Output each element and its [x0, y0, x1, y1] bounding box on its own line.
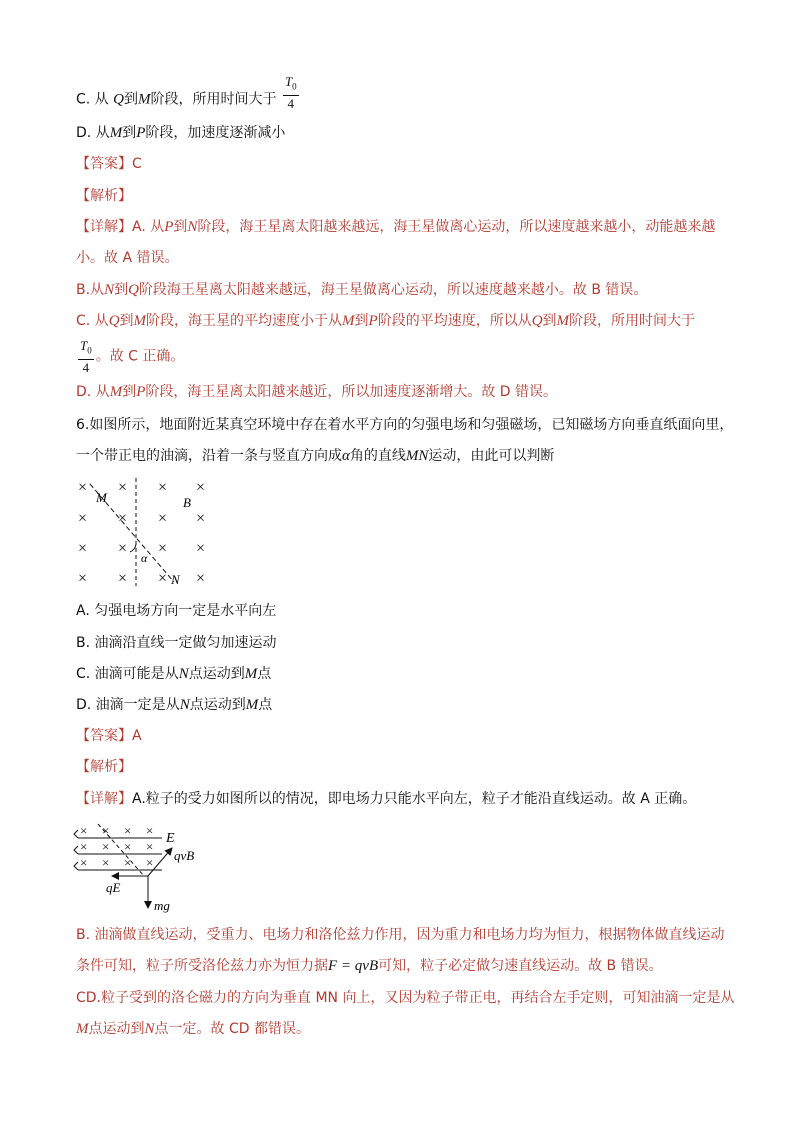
text: C. 从	[76, 91, 109, 108]
fraction-t0-over-4	[283, 74, 299, 111]
frac-t: T	[284, 74, 293, 89]
var-alpha: α	[342, 448, 350, 464]
cross-mark: ×	[146, 855, 154, 870]
analysis-label: 【解析】	[76, 759, 132, 775]
frac-t: T	[80, 338, 88, 353]
cross-mark: ×	[80, 823, 88, 838]
frac-sub: 0	[292, 81, 297, 92]
text: 阶段，加速度逐渐减小	[145, 125, 286, 141]
q6-option-c	[76, 664, 271, 684]
q6-analysis-label	[76, 757, 132, 777]
cross-mark: ×	[158, 479, 168, 496]
label-mg: mg	[154, 898, 170, 913]
text: B. 油滴沿直线一定做匀加速运动	[76, 635, 277, 651]
text: 到	[122, 384, 137, 400]
field-arrowhead	[74, 830, 78, 838]
var-n: N	[179, 697, 190, 713]
label-n: N	[171, 572, 180, 587]
q5-option-d	[76, 123, 285, 143]
label-e: E	[166, 831, 175, 846]
analysis-label: 【解析】	[76, 188, 132, 204]
cross-mark: ×	[118, 510, 128, 527]
q5-detail-b	[76, 280, 647, 300]
q6-figure-magnetic-field	[70, 474, 220, 590]
text: 阶段，所用时间大于	[150, 91, 277, 108]
var-p: P	[368, 313, 378, 329]
text: 到	[354, 313, 369, 329]
text: B. 油滴做直线运动，受重力、电场力和洛伦兹力作用，因为重力和电场力均为恒力，根据物体做直线运动	[76, 927, 725, 943]
q6-detail-b-line2	[76, 956, 663, 976]
text: 到	[122, 125, 137, 141]
q6-detail-b-line1	[76, 925, 725, 945]
cross-mark: ×	[146, 839, 154, 854]
q5-detail-a-line2	[76, 248, 178, 268]
cross-mark: ×	[158, 540, 168, 557]
text: 可知，粒子必定做匀速直线运动。故 B 错误。	[378, 958, 663, 974]
var-mn: MN	[405, 448, 429, 464]
cross-mark: ×	[102, 839, 110, 854]
text: 小。故 A 错误。	[76, 250, 179, 266]
text: 到	[173, 219, 188, 235]
frac-sub: 0	[87, 345, 92, 356]
q6-figure-force-diagram	[72, 820, 212, 916]
cross-mark: ×	[158, 570, 168, 587]
text: 到	[542, 313, 557, 329]
q6-detail-cd-line1	[76, 988, 734, 1008]
text: 点	[257, 666, 272, 682]
q5-detail-c-line2	[76, 338, 184, 375]
cross-mark: ×	[196, 510, 206, 527]
cross-mark: ×	[124, 823, 132, 838]
q6-stem-line1	[76, 415, 733, 435]
var-q: Q	[113, 91, 124, 108]
q5-detail-a-line1	[76, 217, 715, 237]
q6-option-b	[76, 633, 277, 653]
var-p: P	[136, 384, 146, 400]
cross-mark: ×	[78, 540, 88, 557]
q6-stem-line2	[76, 446, 554, 466]
text: A. 从	[132, 219, 165, 235]
cross-mark: ×	[124, 839, 132, 854]
text: A. 匀强电场方向一定是水平向左	[76, 603, 277, 619]
text: 运动，由此可以判断	[428, 448, 555, 464]
cross-mark: ×	[196, 540, 206, 557]
cross-mark: ×	[80, 839, 88, 854]
var-q: Q	[128, 282, 139, 298]
text: CD.粒子受到的洛仑磁力的方向为垂直 MN 向上，又因为粒子带正电，再结合左手定则，可知油滴一定是从	[76, 990, 735, 1006]
label-b: B	[183, 495, 191, 510]
var-p: P	[164, 219, 174, 235]
answer-label: 【答案】	[76, 728, 132, 744]
var-n: N	[104, 282, 115, 298]
frac-den: 4	[82, 359, 90, 375]
angle-arc	[130, 544, 136, 552]
var-m: M	[244, 666, 258, 682]
label-qe: qE	[106, 880, 121, 895]
cross-mark: ×	[118, 479, 128, 496]
cross-mark: ×	[78, 479, 88, 496]
var-m: M	[76, 1021, 89, 1037]
detail-label: 【详解】	[76, 791, 132, 807]
cross-mark: ×	[78, 510, 88, 527]
cross-mark: ×	[102, 823, 110, 838]
text: A.粒子的受力如图所以的情况，即电场力只能水平向左，粒子才能沿直线运动。故 A 正确。	[132, 791, 697, 807]
var-m: M	[245, 697, 259, 713]
cross-grid	[80, 823, 153, 870]
var-n: N	[187, 219, 198, 235]
cross-mark: ×	[196, 479, 206, 496]
text: 阶段，海王星的平均速度小于从	[146, 313, 343, 329]
text: D. 从	[76, 125, 110, 141]
field-arrowhead	[74, 846, 78, 854]
label-m: M	[96, 490, 107, 505]
q6-answer	[76, 726, 142, 746]
frac-den: 4	[287, 95, 295, 111]
cross-mark: ×	[102, 855, 110, 870]
answer-value: C	[132, 156, 142, 172]
text: 点运动到	[188, 666, 245, 682]
text: 角的直线	[349, 448, 406, 464]
text: 6.如图所示，地面附近某真空环境中存在着水平方向的匀强电场和匀强磁场，已知磁场方向垂直纸面向里，	[76, 417, 734, 433]
var-n: N	[144, 1021, 155, 1037]
text: 阶段，所用时间大于	[569, 313, 696, 329]
q6-detail-cd-line2	[76, 1019, 310, 1039]
text: D. 油滴一定是从	[76, 697, 180, 713]
q6-option-d	[76, 695, 272, 715]
formula-lorentz: F = qvB	[328, 958, 379, 974]
cross-mark: ×	[196, 570, 206, 587]
cross-mark: ×	[80, 855, 88, 870]
field-arrowhead	[74, 862, 78, 870]
text: 阶段，海王星离太阳越来越近，所以加速度逐渐增大。故 D 错误。	[145, 384, 558, 400]
text: 到	[114, 282, 129, 298]
var-m: M	[342, 313, 355, 329]
fraction-t0-over-4	[78, 338, 94, 375]
q5-detail-d	[76, 382, 557, 402]
label-qvb: qvB	[174, 848, 195, 863]
var-p: P	[136, 125, 146, 141]
cross-mark: ×	[78, 570, 88, 587]
text: 。故 C 正确。	[95, 348, 185, 365]
cross-mark: ×	[146, 823, 154, 838]
text: 点一定。故 CD 都错误。	[154, 1021, 310, 1037]
text: 阶段海王星离太阳越来越远，海王星做离心运动，所以速度越来越小。故 B 错误。	[138, 282, 648, 298]
var-m: M	[133, 313, 147, 329]
text: C. 油滴可能是从	[76, 666, 179, 682]
text: C. 从	[76, 313, 109, 329]
var-n: N	[178, 666, 189, 682]
answer-value: A	[132, 728, 142, 744]
text: 点运动到	[189, 697, 246, 713]
text: D. 从	[76, 384, 110, 400]
var-m: M	[109, 125, 123, 141]
cross-mark: ×	[118, 570, 128, 587]
q6-detail-a	[76, 789, 696, 809]
text: 到	[123, 91, 138, 108]
text: 条件可知，粒子所受洛伦兹力亦为恒力据	[76, 958, 328, 974]
cross-mark: ×	[124, 855, 132, 870]
var-q: Q	[531, 313, 543, 329]
text: B.从	[76, 282, 105, 298]
var-m: M	[109, 384, 123, 400]
q5-detail-c-line1	[76, 311, 695, 331]
text: 点	[258, 697, 273, 713]
detail-label: 【详解】	[76, 219, 132, 235]
var-q: Q	[108, 313, 120, 329]
cross-mark: ×	[158, 510, 168, 527]
text: 点运动到	[88, 1021, 145, 1037]
var-m: M	[556, 313, 570, 329]
q6-option-a	[76, 601, 276, 621]
answer-label: 【答案】	[76, 156, 132, 172]
cross-mark: ×	[118, 540, 128, 557]
q5-analysis-label	[76, 186, 132, 206]
q5-answer	[76, 154, 142, 174]
text: 阶段的平均速度，所以从	[377, 313, 532, 329]
label-alpha: α	[141, 551, 148, 565]
text: 阶段，海王星离太阳越来越远，海王星做离心运动，所以速度越来越小，动能越来越	[197, 219, 716, 235]
q5-option-c	[76, 74, 301, 111]
text: 到	[119, 313, 134, 329]
var-m: M	[137, 91, 151, 108]
text: 一个带正电的油滴，沿着一条与竖直方向成	[76, 448, 342, 464]
